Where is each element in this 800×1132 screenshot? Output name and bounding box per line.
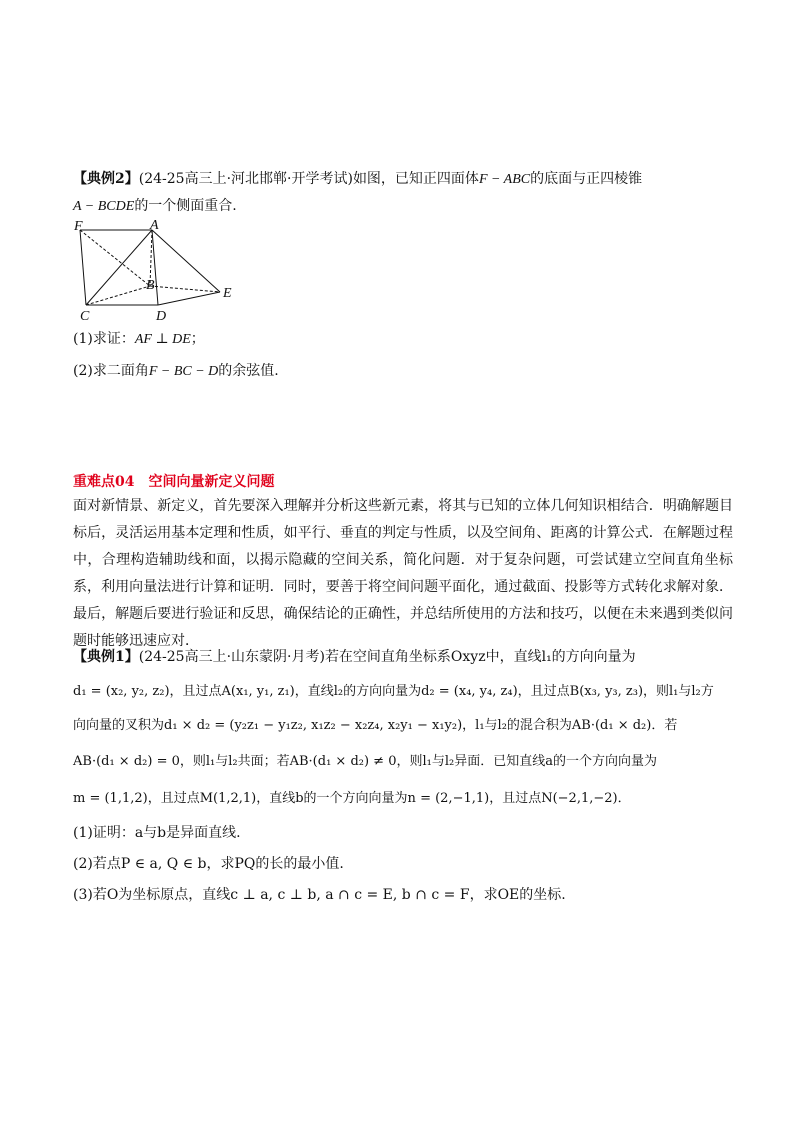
example2-text-b: 的底面与正四棱锥 [530, 171, 643, 187]
example2-text-a: 如图，已知正四面体 [352, 171, 479, 187]
edge-AC [86, 230, 152, 305]
example2-q2-text: (2)求二面角 [73, 363, 149, 379]
example1-line5: m = (1,1,2)，且过点M(1,2,1)，直线b的一个方向向量为n = (2,−1,1)，且过点N(−2,1,−2)． [73, 791, 631, 806]
section-heading: 重难点04 空间向量新定义问题 [73, 474, 275, 490]
example1-line1 [73, 647, 636, 667]
label-A: A [150, 218, 159, 233]
example1-line4: AB·(d₁ × d₂) = 0，则l₁与l₂共面；若AB·(d₁ × d₂) ≠ 0，则l₁与l₂异面．已知直线a的一个方向向量为 [73, 754, 657, 769]
section-paragraph: 面对新情景、新定义，首先要深入理解并分析这些新元素，将其与已知的立体几何知识相结合．明确解题目标后，灵活运用基本定理和性质，如平行、垂直的判定与性质，以及空间角、距离的计算公式．在解题过程中，合理构造辅助线和面，以揭示隐藏的空间关系，简化问题．对于复杂问题，可尝试建立空间直角坐标系，利用向量法进行计算和证明．同时，要善于将空间问题平面化，通过截面、投影等方式转化求解对象．最后，解题后要进行验证和反思，确保结论的正确性，并总结所使用的方法和技巧，以便在未来遇到类似问题时能够迅速应对． [73, 498, 733, 649]
edge-CB [86, 286, 150, 305]
example1-source: (24-25高三上·山东蒙阴·月考) [138, 649, 325, 665]
example1-q2: (2)若点P ∈ a, Q ∈ b，求PQ的长的最小值. [73, 856, 344, 872]
edge-DE [158, 292, 220, 305]
label-E: E [223, 286, 232, 301]
example1-line2: d₁ = (x₂, y₂, z₂)，且过点A(x₁, y₁, z₁)，直线l₂的方向向量为d₂ = (x₄, y₄, z₄)，且过点B(x₃, y₃, z₃)，则l₁与l₂方 [73, 684, 714, 699]
example2-math-a: F − ABC [478, 172, 531, 187]
label-C: C [80, 309, 90, 324]
pyramid-figure [70, 218, 240, 326]
example2-tag: 【典例2】 [73, 171, 139, 187]
label-B: B [146, 278, 155, 293]
example2-line2-math: A − BCDE [73, 199, 135, 214]
edge-AE [152, 230, 220, 292]
example2-q2 [73, 361, 279, 382]
edge-FC [80, 230, 86, 305]
example1-tag: 【典例1】 [73, 649, 139, 665]
example2-q1 [73, 329, 205, 350]
example2-line1 [73, 169, 642, 190]
example2-line2 [73, 196, 237, 217]
example1-q1: (1)证明：a与b是异面直线. [73, 825, 241, 841]
example1-q3: (3)若O为坐标原点，直线c ⊥ a, c ⊥ b, a ∩ c = E, b ∩ c = F，求OE的坐标. [73, 887, 566, 903]
example2-q1-text: (1)求证： [73, 331, 135, 347]
edge-FB [80, 230, 150, 286]
example1-text-1: 若在空间直角坐标系Oxyz中，直线l₁的方向向量为 [324, 649, 636, 665]
edge-AD [152, 230, 158, 305]
example2-q1-end: ； [190, 331, 205, 347]
example2-source: (24-25高三上·河北邯郸·开学考试) [138, 171, 353, 187]
example2-q2-end: 的余弦值. [218, 363, 279, 379]
edge-BE [150, 286, 220, 292]
example2-q1-math: AF ⊥ DE [134, 332, 191, 347]
example1-line3: 向向量的叉积为d₁ × d₂ = (y₂z₁ − y₁z₂, x₁z₂ − x₂z₄, x₂y₁ − x₁y₂)，l₁与l₂的混合积为AB·(d₁ × d₂)．若 [73, 718, 678, 733]
example2-q2-math: F − BC − D [148, 364, 219, 379]
label-F: F [74, 219, 83, 234]
example2-line2-text: 的一个侧面重合. [134, 198, 237, 214]
label-D: D [156, 309, 167, 324]
